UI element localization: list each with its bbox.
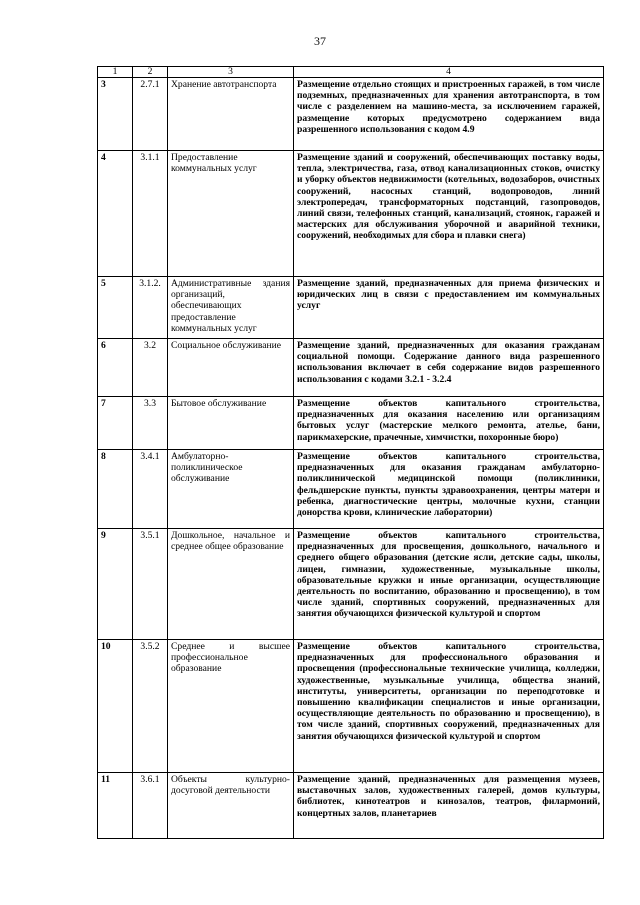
table-row (98, 151, 604, 277)
use-name: Амбулаторно-поликлиническое обслуживание (168, 450, 294, 529)
use-code: 3.4.1 (133, 450, 168, 529)
header-cell-2: 2 (133, 67, 168, 78)
table-row (98, 640, 604, 773)
table-row (98, 277, 604, 339)
table-row (98, 339, 604, 397)
use-code: 3.6.1 (133, 773, 168, 839)
use-code: 3.5.1 (133, 529, 168, 640)
use-code: 3.1.1 (133, 151, 168, 277)
row-number: 6 (98, 339, 133, 397)
table-row (98, 773, 604, 839)
use-code: 3.1.2. (133, 277, 168, 339)
use-name: Среднее и высшее профессиональное образование (168, 640, 294, 773)
row-number: 3 (98, 78, 133, 151)
land-use-table (97, 66, 604, 839)
use-name: Предоставление коммунальных услуг (168, 151, 294, 277)
use-description: Размещение объектов капитального строительства, предназначенных для оказания населению или организациям бытовых услуг (мастерские мелкого ремонта, ателье, бани, парикмахерские, прачечные, химчистки, похоронные бюро) (294, 397, 604, 450)
row-number: 4 (98, 151, 133, 277)
table-row (98, 78, 604, 151)
use-description: Размещение отдельно стоящих и пристроенных гаражей, в том числе подземных, предназначенных для хранения автотранспорта, в том числе с разделением на машино-места, за исключением гаражей, размещение которых предусмотрено содержанием вида разрешенного использования с кодом 4.9 (294, 78, 604, 151)
row-number: 7 (98, 397, 133, 450)
row-number: 8 (98, 450, 133, 529)
use-name: Объекты культурно-досуговой деятельности (168, 773, 294, 839)
table-row (98, 397, 604, 450)
row-number: 11 (98, 773, 133, 839)
use-description: Размещение объектов капитального строительства, предназначенных для оказания гражданам амбулаторно-поликлинической медицинской помощи (поликлиники, фельдшерские пункты, пункты здравоохранения, центры матери и ребенка, диагностические центры, молочные кухни, станции донорства крови, клинические лаборатории) (294, 450, 604, 529)
use-name: Административные здания организаций, обеспечивающих предоставление коммунальных услуг (168, 277, 294, 339)
row-number: 9 (98, 529, 133, 640)
row-number: 5 (98, 277, 133, 339)
table-row (98, 529, 604, 640)
use-description: Размещение зданий и сооружений, обеспечивающих поставку воды, тепла, электричества, газа, отвод канализационных стоков, очистку и уборку объектов недвижимости (котельных, водозаборов, очистных сооружений, насосных станций, водопроводов, линий электропередач, трансформаторных подстанций, газопроводов, линий связи, телефонных станций, канализаций, стоянок, гаражей и мастерских для обслуживания уборочной и аварийной техники, сооружений, необходимых для сбора и плавки снега) (294, 151, 604, 277)
use-description: Размещение зданий, предназначенных для приема физических и юридических лиц в связи с предоставлением им коммунальных услуг (294, 277, 604, 339)
use-description: Размещение зданий, предназначенных для размещения музеев, выставочных залов, художественных галерей, домов культуры, библиотек, кинотеатров и кинозалов, театров, филармоний, концертных залов, планетариев (294, 773, 604, 839)
use-name: Бытовое обслуживание (168, 397, 294, 450)
table-row (98, 450, 604, 529)
use-name: Хранение автотранспорта (168, 78, 294, 151)
use-description: Размещение зданий, предназначенных для оказания гражданам социальной помощи. Содержание данного вида разрешенного использования включает в себя содержание видов разрешенного использования с кодами 3.2.1 - 3.2.4 (294, 339, 604, 397)
header-cell-1: 1 (98, 67, 133, 78)
use-code: 3.2 (133, 339, 168, 397)
use-code: 2.7.1 (133, 78, 168, 151)
use-name: Социальное обслуживание (168, 339, 294, 397)
use-name: Дошкольное, начальное и среднее общее образование (168, 529, 294, 640)
table-header-row (98, 67, 604, 78)
use-description: Размещение объектов капитального строительства, предназначенных для профессионального образования и просвещения (профессиональные технические училища, колледжи, художественные, музыкальные училища, общества знаний, институты, университеты, организации по переподготовке и повышению квалификации специалистов и иные организации, осуществляющие деятельность по образованию и просвещению), в том числе зданий, спортивных сооружений, предназначенных для занятия обучающихся физической культурой и спортом (294, 640, 604, 773)
header-cell-4: 4 (294, 67, 604, 78)
use-code: 3.3 (133, 397, 168, 450)
use-description: Размещение объектов капитального строительства, предназначенных для просвещения, дошкольного, начального и среднего общего образования (детские ясли, детские сады, школы, лицеи, гимназии, художественные, музыкальные школы, образовательные кружки и иные организации, осуществляющие деятельность по воспитанию, образованию и просвещению), в том числе зданий, спортивных сооружений, предназначенных для занятия обучающихся физической культурой и спортом (294, 529, 604, 640)
page-number: 37 (314, 34, 326, 48)
row-number: 10 (98, 640, 133, 773)
header-cell-3: 3 (168, 67, 294, 78)
use-code: 3.5.2 (133, 640, 168, 773)
